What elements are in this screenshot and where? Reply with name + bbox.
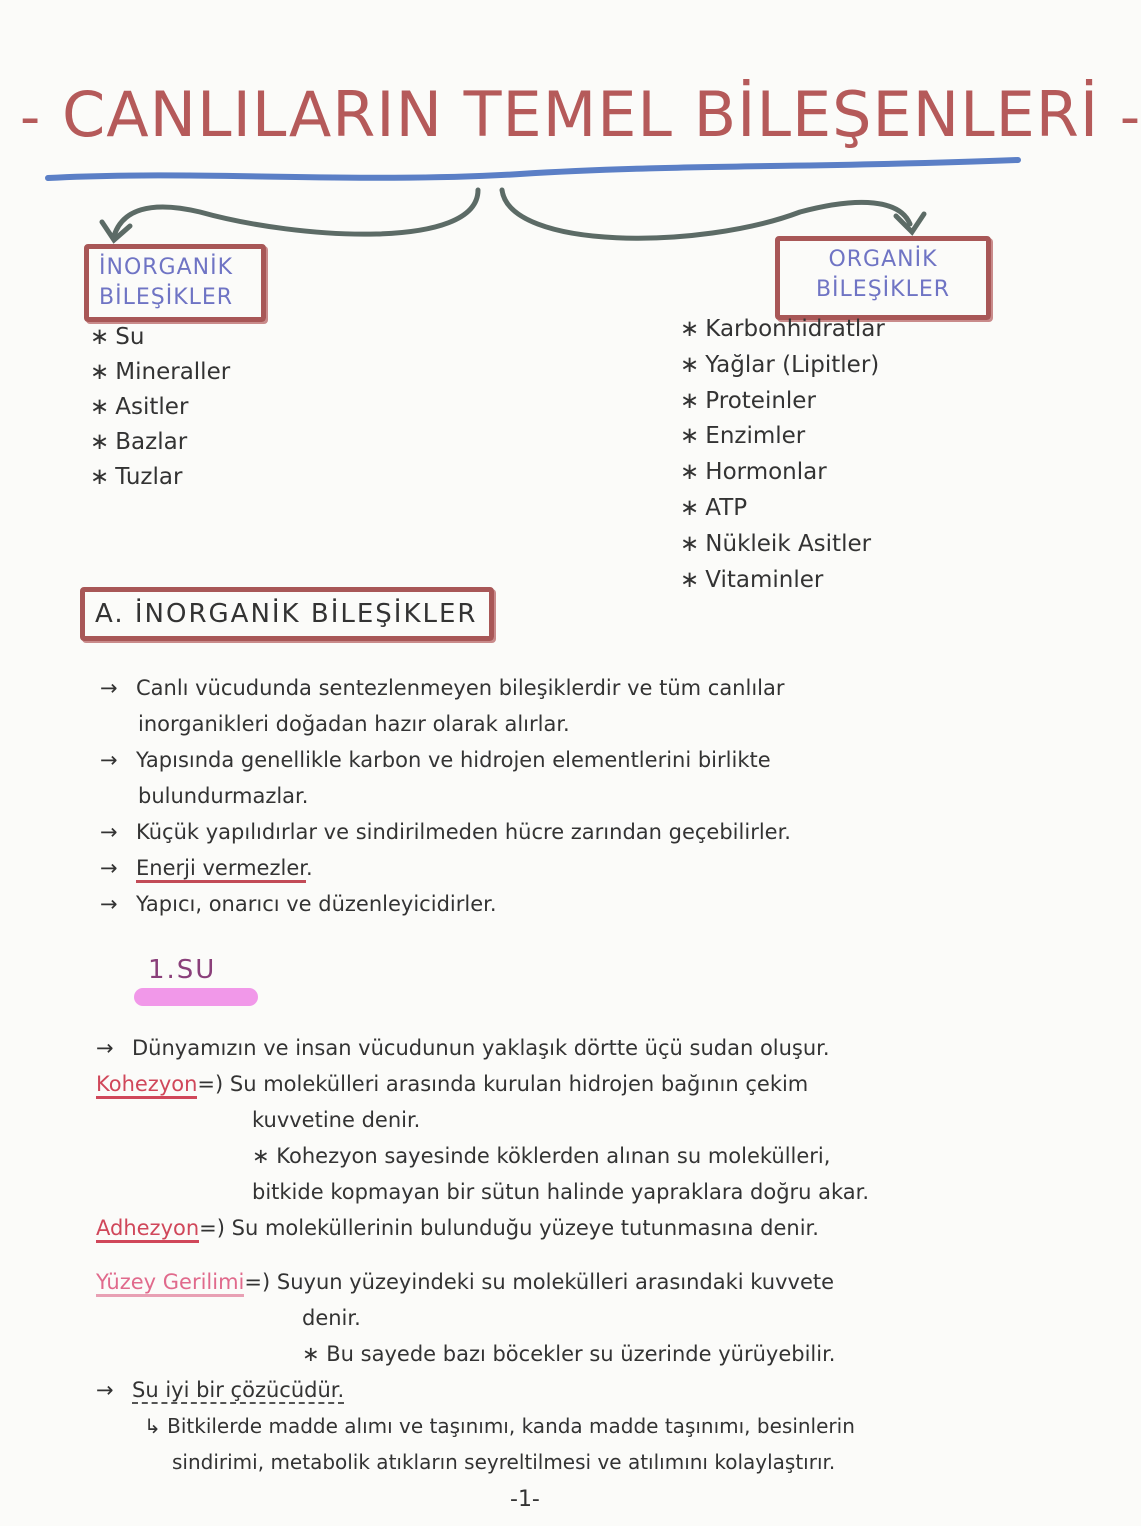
- kohezyon-line: kuvvetine denir.: [252, 1108, 421, 1132]
- bullet-line: → Küçük yapılıdırlar ve sindirilmeden hücre zarından geçebilirler.: [100, 814, 1000, 850]
- inorganic-box-line1: İNORGANİK: [99, 255, 234, 280]
- star-icon: ∗: [680, 459, 700, 486]
- kohezyon-term: Kohezyon: [96, 1072, 197, 1099]
- energy-underlined: Enerji vermezler: [136, 856, 306, 883]
- su-highlight-mark: [134, 988, 258, 1006]
- bullet-line: → Enerji vermezler.: [100, 850, 1000, 886]
- arrow-to-inorganic: [114, 190, 478, 236]
- arrow-icon: →: [100, 856, 118, 880]
- kohezyon-note: ∗ Kohezyon sayesinde köklerden alınan su molekülleri,: [252, 1144, 831, 1168]
- spacer: [96, 1246, 1056, 1264]
- yuzey-gerilimi-term: Yüzey Gerilimi: [96, 1270, 244, 1297]
- bullet-line: inorganikleri doğadan hazır olarak alırlar.: [138, 712, 570, 736]
- list-item: ∗ Proteinler: [680, 387, 816, 414]
- list-item: ∗ Karbonhidratlar: [680, 316, 885, 342]
- inorganic-list: [90, 320, 230, 495]
- organic-list: [680, 312, 885, 598]
- yuzey-line: Yüzey Gerilimi=) Suyun yüzeyindeki su molekülleri arasındaki kuvvete: [96, 1264, 1056, 1300]
- arrow-to-organic: [502, 190, 910, 238]
- arrow-icon: →: [96, 1378, 114, 1402]
- su-section-title: 1.SU: [148, 955, 217, 985]
- kohezyon-note: bitkide kopmayan bir sütun halinde yapraklara doğru akar.: [252, 1180, 870, 1204]
- su-section-body: [96, 1030, 1056, 1480]
- section-a-heading: A. İNORGANİK BİLEŞİKLER: [80, 587, 494, 641]
- star-icon: ∗: [680, 494, 700, 521]
- arrow-icon: →: [96, 1036, 114, 1060]
- cozucu-sub: sindirimi, metabolik atıkların seyreltilmesi ve atılımını kolaylaştırır.: [172, 1450, 836, 1474]
- arrow-icon: →: [100, 748, 118, 772]
- section-a-bullets: [100, 670, 1000, 922]
- cozucu-line: [96, 1372, 1056, 1408]
- list-item: ∗ Hormonlar: [680, 459, 827, 486]
- bullet-line: → Canlı vücudunda sentezlenmeyen bileşiklerdir ve tüm canlılar: [100, 670, 1000, 706]
- star-icon: ∗: [680, 387, 700, 414]
- star-icon: ∗: [680, 566, 700, 593]
- arrow-icon: →: [100, 892, 118, 916]
- star-icon: ∗: [680, 530, 700, 557]
- cozucu-underlined: Su iyi bir çözücüdür.: [132, 1378, 345, 1402]
- list-item: ∗ Mineraller: [90, 359, 231, 385]
- arrow-icon: →: [100, 820, 118, 844]
- organic-box-line2: BİLEŞİKLER: [815, 277, 951, 302]
- star-icon: ∗: [90, 359, 110, 385]
- page-number: -1-: [510, 1487, 540, 1512]
- cozucu-sub: ↳ Bitkilerde madde alımı ve taşınımı, kanda madde taşınımı, besinlerin: [144, 1414, 855, 1438]
- title-dash-left: -: [20, 85, 42, 150]
- yuzey-note: ∗ Bu sayede bazı böcekler su üzerinde yürüyebilir.: [302, 1342, 836, 1366]
- list-item: ∗ Tuzlar: [90, 464, 183, 490]
- yuzey-line: denir.: [302, 1306, 361, 1330]
- inorganic-box-line2: BİLEŞİKLER: [99, 285, 234, 310]
- star-icon: ∗: [680, 423, 700, 450]
- title-text: CANLILARIN TEMEL BİLEŞENLERİ: [61, 78, 1100, 151]
- organic-box-line1: ORGANİK: [828, 247, 938, 272]
- bullet-line: → Yapısında genellikle karbon ve hidrojen elementlerini birlikte: [100, 742, 1000, 778]
- star-icon: ∗: [680, 316, 700, 342]
- star-icon: ∗: [680, 351, 700, 378]
- list-item: ∗ Bazlar: [90, 429, 188, 455]
- star-icon: ∗: [90, 324, 110, 350]
- star-icon: ∗: [90, 429, 110, 455]
- title-underline-wave: [48, 160, 1018, 178]
- star-icon: ∗: [90, 464, 110, 490]
- star-icon: ∗: [90, 394, 110, 420]
- adhezyon-line: Adhezyon=) Su moleküllerinin bulunduğu yüzeye tutunmasına denir.: [96, 1210, 1056, 1246]
- arrow-icon: →: [100, 676, 118, 700]
- list-item: ∗ Asitler: [90, 394, 189, 420]
- bullet-line: → Yapıcı, onarıcı ve düzenleyicidirler.: [100, 886, 1000, 922]
- su-line: → Dünyamızın ve insan vücudunun yaklaşık dörtte üçü sudan oluşur.: [96, 1030, 1056, 1066]
- adhezyon-term: Adhezyon: [96, 1216, 199, 1243]
- list-item: ∗ Enzimler: [680, 423, 806, 450]
- list-item: ∗ Nükleik Asitler: [680, 530, 872, 557]
- title-dash-right: -: [1119, 85, 1141, 150]
- list-item: ∗ Su: [90, 324, 145, 350]
- inorganic-compounds-box: [84, 244, 266, 322]
- list-item: ∗ Vitaminler: [680, 566, 824, 593]
- list-item: ∗ ATP: [680, 494, 748, 521]
- organic-compounds-box: [775, 236, 991, 320]
- bullet-line: bulundurmazlar.: [138, 784, 309, 808]
- list-item: ∗ Yağlar (Lipitler): [680, 351, 880, 378]
- kohezyon-line: Kohezyon=) Su molekülleri arasında kurulan hidrojen bağının çekim: [96, 1066, 1056, 1102]
